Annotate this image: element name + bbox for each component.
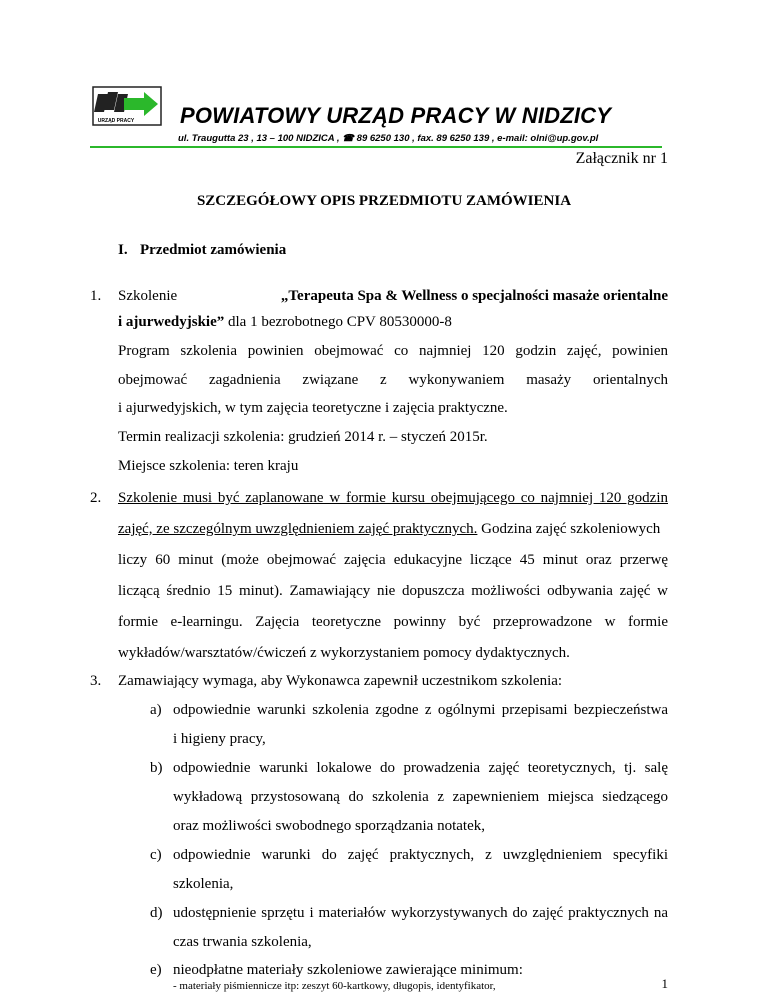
training-place: Miejsce szkolenia: teren kraju [118,458,299,474]
subitem-d-line-2: czas trwania szkolenia, [173,934,312,950]
item-1-cpv: dla 1 bezrobotnego CPV 80530000-8 [224,314,452,330]
subitem-b-line-2: wykładową przystosowaną do szkolenia z zapewnieniem miejsca siedzącego [173,789,668,805]
item-2-line-1 [118,490,668,507]
item-2-underlined-2: zajęć, ze szczególnym uwzględnieniem zajęć praktycznych. [118,521,478,537]
subitem-b-label: b) [150,760,163,776]
training-name-part-1: „Terapeuta Spa & Wellness o specjalności masaże orientalne [280,288,668,304]
section-number: I. [118,242,128,258]
program-line-3: i ajurwedyjskich, w tym zajęcia teoretyczne i zajęcia praktyczne. [118,400,508,416]
subitem-c-line-1: odpowiednie warunki do zajęć praktycznych, z uwzględnieniem specyfiki [173,847,668,863]
item-2-line-2 [118,521,668,538]
item-2-line-4: liczącą średnio 15 minut). Zamawiający nie dopuszcza możliwości odbywania zajęć w [118,583,668,599]
item-2-line-5: formie e-learningu. Zajęcia teoretyczne powinny być przeprowadzone w formie [118,614,668,630]
subitem-c-label: c) [150,847,162,863]
subitem-a-label: a) [150,702,162,718]
item-1-intro: Szkolenie [118,288,178,304]
section-title: Przedmiot zamówienia [140,242,287,258]
item-3-intro: Zamawiający wymaga, aby Wykonawca zapewnił uczestnikom szkolenia: [118,673,563,689]
item-1-line-1 [118,288,668,305]
subitem-d-line-1: udostępnienie sprzętu i materiałów wykorzystywanych do zajęć praktycznych na [173,905,668,921]
item-2-line-3: liczy 60 minut (może obejmować zajęcia edukacyjne liczące 45 minut oraz przerwę [118,552,668,568]
item-1-number: 1. [90,288,102,304]
logo-text: URZĄD PRACY [97,118,135,124]
subitem-c-line-2: szkolenia, [173,876,234,892]
subitem-a-line-2: i higieny pracy, [173,731,266,747]
subitem-e-line-1: nieodpłatne materiały szkoleniowe zawierające minimum: [173,962,523,978]
office-logo [92,86,162,126]
item-2-line-2-rest: Godzina zajęć szkoleniowych [477,521,661,537]
training-name-part-2: i ajurwedyjskie” [118,314,225,330]
program-line-2: obejmować zagadnienia związane z wykonywaniem masaży orientalnych [118,372,668,388]
organization-address: ul. Traugutta 23 , 13 – 100 NIDZICA , ☎ 89 6250 130 , fax. 89 6250 139 , e-mail: olni@up.gov.pl [178,133,599,144]
page-number: 1 [661,976,668,991]
item-2-number: 2. [90,490,102,506]
subitem-e-label: e) [150,962,162,978]
document-title: SZCZEGÓŁOWY OPIS PRZEDMIOTU ZAMÓWIENIA [196,193,572,209]
item-3-number: 3. [90,673,102,689]
item-1-line-2 [118,314,452,331]
organization-name: POWIATOWY URZĄD PRACY W NIDZICY [180,103,612,128]
annex-label: Załącznik nr 1 [575,150,668,167]
subitem-e-line-2: - materiały piśmiennicze itp: zeszyt 60-kartkowy, długopis, identyfikator, [173,980,496,992]
item-2-underlined-1: Szkolenie musi być zaplanowane w formie kursu obejmującego co najmniej 120 godzin [118,490,668,506]
subitem-d-label: d) [150,905,163,921]
training-term: Termin realizacji szkolenia: grudzień 2014 r. – styczeń 2015r. [118,429,488,445]
subitem-a-line-1: odpowiednie warunki szkolenia zgodne z ogólnymi przepisami bezpieczeństwa [173,702,668,718]
subitem-b-line-3: oraz możliwości swobodnego sporządzania notatek, [173,818,485,834]
item-2-line-6: wykładów/warsztatów/ćwiczeń z wykorzystaniem pomocy dydaktycznych. [118,645,570,661]
subitem-b-line-1: odpowiednie warunki lokalowe do prowadzenia zajęć teoretycznych, tj. salę [173,760,668,776]
program-line-1: Program szkolenia powinien obejmować co najmniej 120 godzin zajęć, powinien [118,343,668,359]
header-divider [90,146,662,148]
